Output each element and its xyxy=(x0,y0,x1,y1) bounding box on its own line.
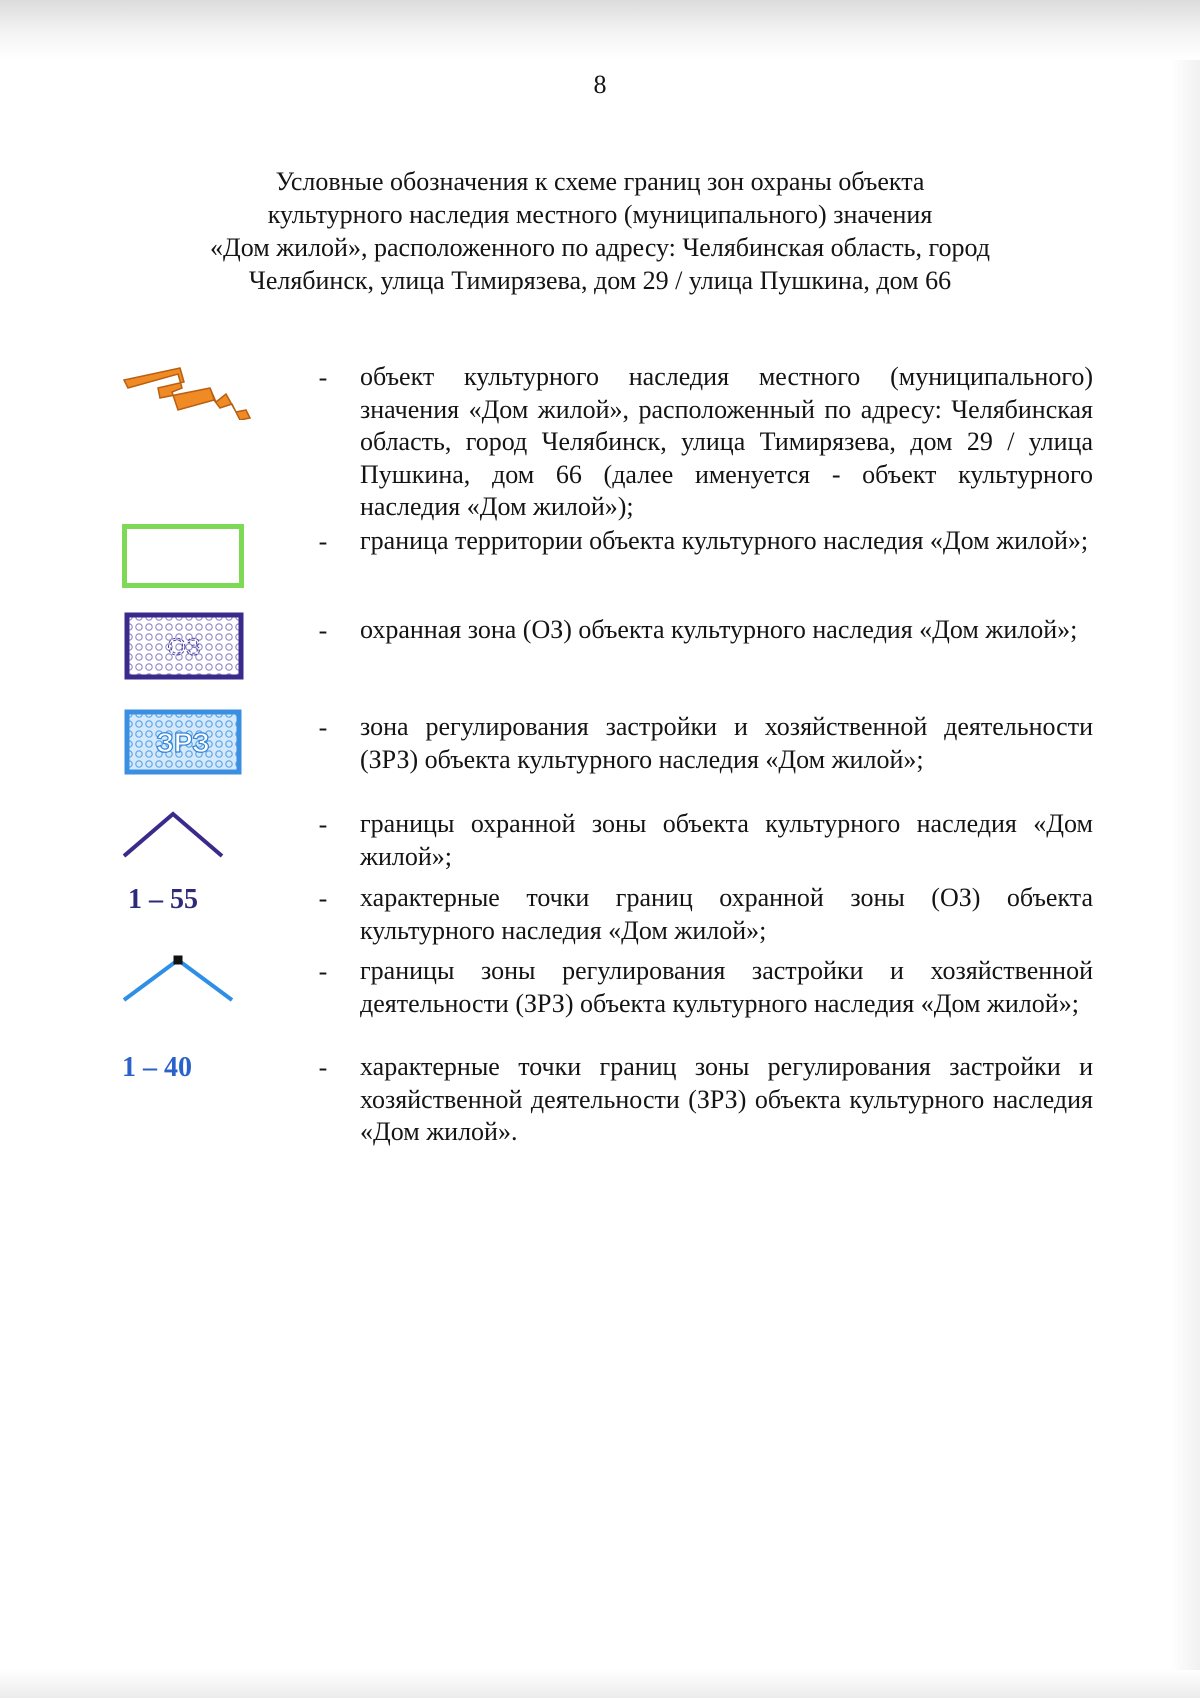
page-number: 8 xyxy=(593,70,607,99)
title-line: «Дом жилой», расположенного по адресу: Челябинская область, город xyxy=(210,233,990,262)
zrz-points-label: 1 – 40 xyxy=(122,1052,192,1083)
legend-dash: - xyxy=(318,363,328,392)
legend-description: охранная зона (ОЗ) объекта культурного наследия «Дом жилой»; xyxy=(360,615,1078,644)
zrz-zone-label: ЗРЗ xyxy=(156,727,210,758)
legend-dash: - xyxy=(318,1053,328,1082)
scan-bottom-shadow xyxy=(0,1670,1200,1698)
legend-description: объект культурного наследия местного (муниципального) значения «Дом жилой», расположенный по адресу: Челябинская область, город Челябинск, улица Тимирязева, дом 29 / улица Пушкина, дом 66 (далее именуется - объект культурного наследия «Дом жилой»); xyxy=(360,362,1093,522)
heritage-object-shape xyxy=(124,368,250,420)
oz-zone-symbol xyxy=(124,612,244,680)
oz-boundary-line xyxy=(124,814,222,856)
zrz-zone-symbol xyxy=(124,709,242,775)
legend-dash: - xyxy=(318,713,328,742)
legend-dash: - xyxy=(318,957,328,986)
zrz-boundary-point-marker xyxy=(174,956,183,965)
zrz-boundary-line xyxy=(124,960,232,1000)
legend-description: характерные точки границ зоны регулирования застройки и хозяйственной деятельности (ЗРЗ) объекта культурного наследия «Дом жилой». xyxy=(360,1052,1093,1147)
scan-right-shadow xyxy=(1170,60,1200,1698)
title-line: Челябинск, улица Тимирязева, дом 29 / улица Пушкина, дом 66 xyxy=(248,266,952,295)
oz-boundary-line-symbol xyxy=(122,808,224,860)
legend-description: граница территории объекта культурного наследия «Дом жилой»; xyxy=(360,526,1089,555)
legend-dash: - xyxy=(318,527,328,556)
scan-top-shadow xyxy=(0,0,1200,60)
legend-description: зона регулирования застройки и хозяйственной деятельности (ЗРЗ) объекта культурного наследия «Дом жилой»; xyxy=(360,712,1093,774)
legend-description: характерные точки границ охранной зоны (ОЗ) объекта культурного наследия «Дом жилой»; xyxy=(360,883,1093,945)
oz-points-label: 1 – 55 xyxy=(128,884,198,915)
title-line: Условные обозначения к схеме границ зон охраны объекта xyxy=(275,167,925,196)
legend-description: границы зоны регулирования застройки и хозяйственной деятельности (ЗРЗ) объекта культурного наследия «Дом жилой»; xyxy=(360,956,1093,1018)
legend-description: границы охранной зоны объекта культурного наследия «Дом жилой»; xyxy=(360,809,1093,871)
territory-boundary-rect xyxy=(125,527,242,586)
oz-zone-label: ОЗ xyxy=(167,634,201,661)
legend-dash: - xyxy=(318,810,328,839)
zrz-boundary-line-symbol xyxy=(122,952,234,1004)
legend-dash: - xyxy=(318,884,328,913)
legend-title xyxy=(150,165,1050,297)
territory-boundary-symbol xyxy=(122,524,244,588)
title-line: культурного наследия местного (муниципального) значения xyxy=(267,200,933,229)
heritage-object-symbol xyxy=(122,358,256,420)
legend-dash: - xyxy=(318,616,328,645)
